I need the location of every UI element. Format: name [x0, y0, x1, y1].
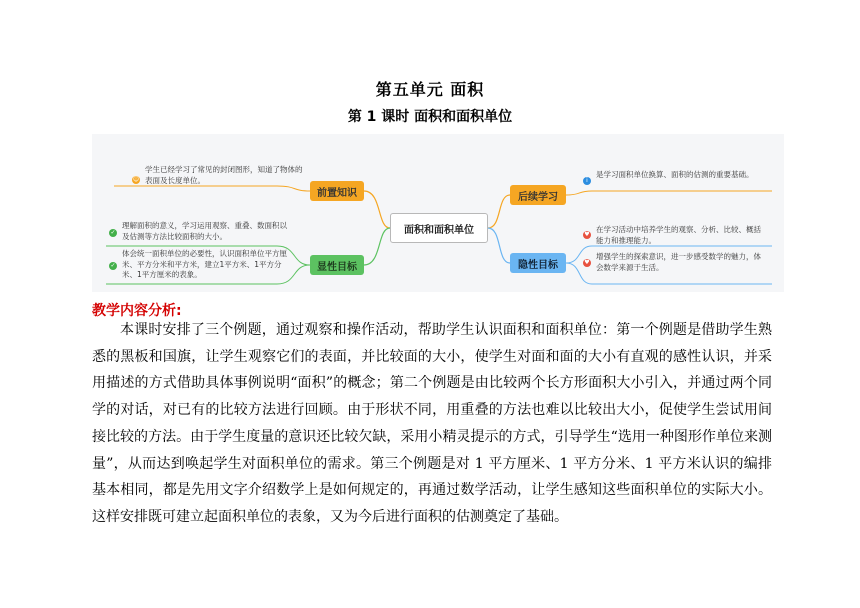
- center-node: 面积和面积单位: [390, 213, 488, 243]
- info-icon: i: [583, 177, 591, 185]
- connector-center-followup: [488, 195, 510, 228]
- connector-center-prior: [364, 191, 390, 228]
- explicit-goal-text-1: 理解面积的意义，学习运用观察、重叠、数面积以及估测等方法比较面积的大小。: [122, 221, 287, 241]
- check-icon: ✓: [110, 262, 116, 269]
- mind-map: [92, 134, 784, 292]
- smile-icon: ☺: [132, 176, 140, 183]
- connector-followup-leaf: [566, 191, 772, 195]
- implicit-goal-node: 隐性目标: [510, 253, 566, 273]
- implicit-goal-text-1: 在学习活动中培养学生的观察、分析、比较、概括能力和推理能力。: [596, 225, 761, 245]
- prior-knowledge-node: 前置知识: [310, 181, 364, 201]
- heart-icon: ♥: [584, 231, 590, 238]
- unit-title: 第五单元 面积: [375, 80, 485, 99]
- followup-learning-node: 后续学习: [510, 185, 566, 205]
- connector-center-explicit: [364, 228, 390, 265]
- explicit-goal-text-2: 体会统一面积单位的必要性，认识面积单位平方厘米、平方分米和平方米，建立1平方米、1平方分米、1平方厘米的表象。: [122, 249, 287, 279]
- lesson-subtitle: 第 1 课时 面积和面积单位: [347, 109, 513, 125]
- section-heading: 教学内容分析:: [92, 303, 182, 319]
- connector-prior-leaf: [114, 186, 310, 191]
- connector-center-implicit: [488, 228, 510, 263]
- followup-learning-text: 是学习面积单位换算、面积的估测的重要基础。: [596, 170, 754, 179]
- check-icon: ✓: [110, 229, 116, 236]
- prior-knowledge-text: 学生已经学习了常见的封闭图形，知道了物体的表面及长度单位。: [145, 165, 303, 185]
- implicit-goal-text-2: 增强学生的探索意识，进一步感受数学的魅力，体会数学来源于生活。: [596, 252, 761, 272]
- heart-icon: ♥: [584, 259, 590, 266]
- explicit-goal-node: 显性目标: [310, 255, 364, 275]
- analysis-paragraph: 本课时安排了三个例题，通过观察和操作活动，帮助学生认识面积和面积单位：第一个例题是借助学生熟悉的黑板和国旗，让学生观察它们的表面，并比较面的大小，使学生对面和面的大小有直观的感性认识，并采用描述的方式借助具体事例说明“面积”的概念；第二个例题是由比较两个长方形面积大小引入，并通过两个同学的对话，对已有的比较方法进行回顾。由于形状不同，用重叠的方法也难以比较出大小，促使学生尝试用间接比较的方法。由于学生度量的意识还比较欠缺，采用小精灵提示的方式，引导学生“选用一种图形作单位来测量”，从而达到唤起学生对面积单位的需求。第三个例题是对 1 平方厘米、1 平方分米、1 平方米认识的编排基本相同，都是先用文字介绍数学上是如何规定的，再通过数学活动，让学生感知这些面积单位的实际大小。这样安排既可建立起面积单位的表象，又为今后进行面积的估测奠定了基础。: [92, 322, 772, 525]
